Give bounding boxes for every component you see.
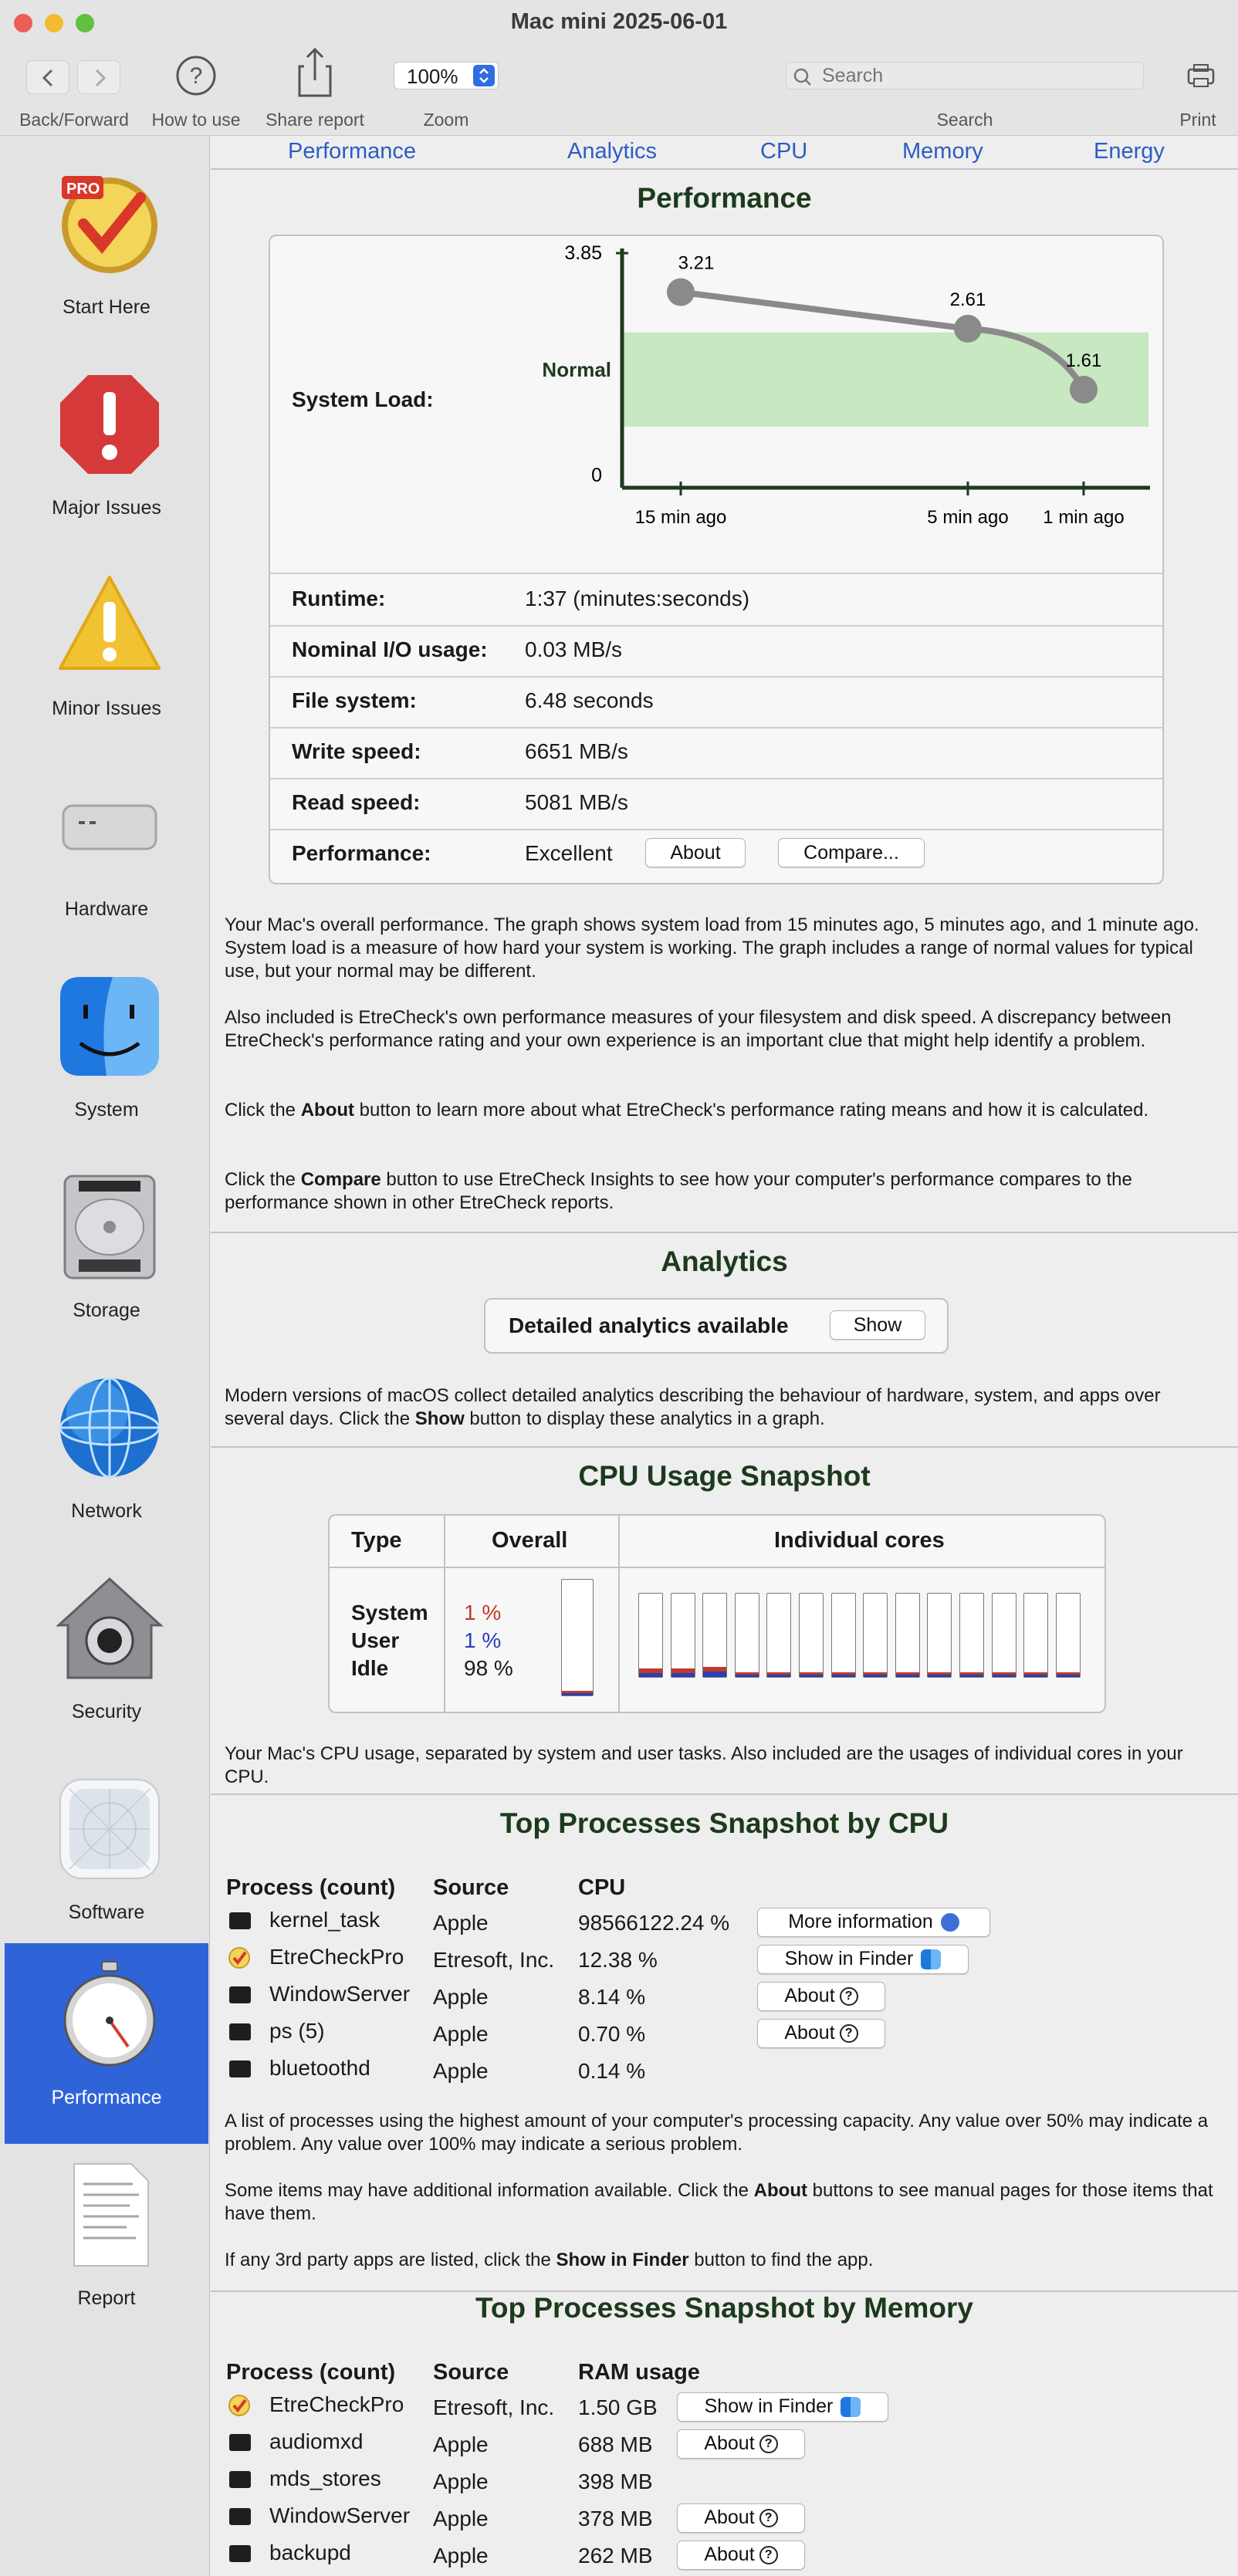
overall-usage-bar [561,1579,594,1696]
system-usage-fill [703,1667,726,1672]
process-name: backupd [269,2541,351,2564]
core-usage-bar [799,1593,824,1678]
help-icon [171,52,221,102]
terminal-icon [229,2545,251,2562]
sidebar-item-report[interactable] [5,2144,208,2344]
process-source: Apple [433,2059,489,2083]
tab-divider [211,168,1238,170]
terminal-icon [229,2471,251,2488]
metric-value: 5081 MB/s [525,790,628,814]
window-toolbar [0,0,1238,136]
process-value: 0.70 % [578,2022,646,2046]
sidebar-item-label: Hardware [64,898,149,920]
svg-text:?: ? [189,63,203,89]
core-usage-bar [927,1593,952,1678]
about-buttons-hint-text: Some items may have additional information available. Click the [225,2180,754,2201]
sidebar-item-software[interactable] [5,1758,208,1959]
load-point [667,279,695,306]
process-source: Apple [433,2544,489,2568]
share-report-label: Share report [266,110,364,130]
finder-hint-text: If any 3rd party apps are listed, click the [225,2250,556,2270]
globe-icon [56,1374,164,1482]
system-usage-fill [864,1672,887,1675]
metric-label: Performance: [292,841,431,865]
normal-range-label: Normal [542,357,611,381]
process-value: 1.50 GB [578,2395,658,2419]
about-buttons-hint-text-2: buttons to see manual pages for those items that have them. [225,2180,1213,2224]
etrecheck-icon [228,1946,251,1969]
process-name: bluetoothd [269,2056,370,2080]
process-source: Apple [433,2432,489,2456]
help-icon: ? [759,2509,778,2527]
cpu-column-header: CPU [578,1875,626,1900]
y-tick-label: 3.85 [564,242,602,264]
window-title: Mac mini 2025-06-01 [510,9,728,34]
source-column-header: Source [433,1875,509,1900]
top-memory-title: Top Processes Snapshot by Memory [475,2292,973,2324]
process-name: kernel_task [269,1908,381,1932]
load-point [954,315,982,343]
system-usage-fill [767,1672,790,1675]
search-input[interactable] [822,65,1131,86]
system-load-label: System Load: [292,387,434,411]
compare-hint [225,1168,1220,1215]
about-buttons-hint [225,2179,1220,2226]
compare-button[interactable]: Compare... [778,838,925,867]
sidebar-item-start-here[interactable] [5,153,208,353]
process-source: Apple [433,1985,489,2009]
compare-hint-bold: Compare [300,1169,381,1190]
load-point [1070,376,1098,404]
process-value: 378 MB [578,2507,653,2530]
core-usage-bar [1056,1593,1081,1678]
x-tick-label: 5 min ago [927,507,1009,528]
system-usage-fill [800,1672,823,1675]
user-usage-fill [1024,1675,1047,1677]
terminal-icon [229,1986,251,2003]
user-usage-fill [832,1675,855,1677]
button-label: About [704,2544,755,2565]
core-usage-bar [831,1593,856,1678]
cpu-user-value: 1 % [464,1628,502,1652]
share-report-button[interactable] [289,45,341,102]
button-label: About [784,2022,835,2044]
process-value: 398 MB [578,2470,653,2493]
warning-triangle-icon [56,571,164,679]
zoom-value: 100% [407,65,458,88]
system-usage-fill [896,1672,919,1675]
document-icon [56,2161,164,2269]
sidebar-item-major-issues[interactable] [5,353,208,554]
core-usage-bar [638,1593,663,1678]
analytics-available-label: Detailed analytics available [509,1313,789,1337]
process-value: 8.14 % [578,1985,646,2009]
security-house-icon [56,1574,164,1682]
metric-label: Read speed: [292,790,421,814]
process-source: Apple [433,2507,489,2530]
finder-hint [225,2249,1220,2272]
user-usage-fill [639,1673,662,1678]
finder-hint-text-2: button to find the app. [688,2250,874,2270]
system-usage-fill [832,1672,855,1675]
user-usage-fill [960,1675,983,1677]
hard-drive-icon [56,1173,164,1281]
sidebar-item-system[interactable] [5,955,208,1156]
sidebar-item-storage[interactable] [5,1156,208,1357]
cpu-idle-label: Idle [351,1656,389,1680]
system-usage-fill [639,1668,662,1673]
zoom-label: Zoom [423,110,469,130]
user-usage-fill [864,1675,887,1677]
row-divider [270,778,1162,779]
sidebar-item-label: Security [71,1701,142,1722]
terminal-icon [229,2508,251,2525]
performance-title: Performance [637,182,812,214]
user-usage-fill [993,1675,1016,1677]
process-name: mds_stores [269,2466,381,2490]
back-button[interactable] [26,60,69,94]
system-usage-fill [562,1691,593,1693]
process-source: Etresoft, Inc. [433,1948,555,1972]
system-usage-fill [671,1668,695,1673]
metric-value: 1:37 (minutes:seconds) [525,587,750,610]
sidebar-item-label: Start Here [63,296,151,318]
x-tick-label: 15 min ago [634,507,727,528]
search-icon [793,67,813,87]
more-information-button[interactable] [757,1908,990,1937]
top-cpu-description: A list of processes using the highest amount of your computer's processing capacity. Any value over 50% may indicate a problem. Any value over 100% may indicate a serious problem. [225,2111,1209,2155]
system-usage-fill [1057,1672,1080,1675]
metric-label: File system: [292,688,417,712]
about-button[interactable] [677,2541,805,2570]
app-blueprint-icon [56,1775,164,1883]
process-source: Apple [433,2022,489,2046]
cpu-system-value: 1 % [464,1601,502,1624]
help-icon: ? [840,1987,858,2006]
data-label: 3.21 [678,252,715,274]
section-divider [211,1446,1238,1448]
button-label: Show in Finder [784,1948,914,1969]
cpu-description: Your Mac's CPU usage, separated by system and user tasks. Also included are the usages of individual cores in your CPU. [225,1743,1183,1787]
button-label: More information [788,1911,933,1932]
analytics-box [484,1298,949,1354]
user-usage-fill [928,1675,951,1677]
user-usage-fill [736,1675,759,1677]
normal-range-band [624,333,1148,427]
core-usage-bar [895,1593,920,1678]
data-label: 2.61 [949,289,986,310]
row-divider [270,573,1162,574]
system-usage-fill [960,1672,983,1675]
main-content [211,136,1238,2576]
analytics-title: Analytics [661,1246,788,1277]
core-usage-bar [1023,1593,1048,1678]
button-label: About [784,1985,835,2006]
about-button[interactable] [677,2429,805,2459]
row-divider [270,829,1162,830]
process-value: 12.38 % [578,1948,658,1972]
user-usage-fill [896,1675,919,1677]
metric-value: 0.03 MB/s [525,637,623,661]
print-label: Print [1179,110,1216,130]
system-usage-fill [928,1672,951,1675]
process-name: EtreCheckPro [269,2392,404,2416]
cpu-overall-header: Overall [492,1528,568,1553]
ram-column-header: RAM usage [578,2360,700,2385]
performance-description: Your Mac's overall performance. The graph shows system load from 15 minutes ago, 5 minutes ago, and 1 minute ago. System load is a measure of how hard your system is working. The graph includes a range of normal values for typical use, but your normal may be different. [225,914,1199,982]
forward-button[interactable] [77,60,120,94]
core-usage-bar [863,1593,888,1678]
user-usage-fill [703,1672,726,1677]
process-name: EtreCheckPro [269,1945,404,1969]
process-name: ps (5) [269,2019,325,2043]
tab-performance[interactable]: Performance [288,139,417,164]
cpu-cores-header: Individual cores [774,1528,945,1553]
etrecheck-icon [228,2394,251,2417]
search-label: Search [936,110,993,130]
about-buttons-hint-bold: About [753,2180,807,2201]
cpu-table [328,1514,1106,1713]
process-value: 688 MB [578,2432,653,2456]
about-hint [225,1099,1220,1122]
info-icon [941,1913,959,1932]
back-forward-label: Back/Forward [19,110,129,130]
finder-hint-bold: Show in Finder [556,2250,689,2270]
section-divider [211,1232,1238,1233]
system-load-chart [270,236,1165,576]
stopwatch-icon [56,1960,164,2068]
metric-value: Excellent [525,841,613,865]
analytics-description-text-2: button to display these analytics in a graph. [464,1408,825,1429]
process-name: WindowServer [269,1982,411,2006]
search-field[interactable] [786,62,1144,90]
sidebar-item-performance[interactable] [5,1943,208,2144]
cpu-system-label: System [351,1601,428,1624]
tab-energy[interactable]: Energy [1094,139,1165,164]
user-usage-fill [767,1675,790,1677]
y-tick-label: 0 [591,465,602,486]
process-column-header: Process (count) [226,2360,396,2385]
tab-cpu[interactable]: CPU [760,139,808,164]
pro-badge: PRO [66,181,100,198]
core-usage-bar [702,1593,727,1678]
tab-analytics[interactable]: Analytics [567,139,658,164]
tab-memory[interactable]: Memory [902,139,983,164]
about-hint-bold: About [300,1100,355,1121]
finder-icon [841,2397,861,2417]
system-usage-fill [1024,1672,1047,1675]
row-divider [270,676,1162,678]
process-name: audiomxd [269,2429,364,2453]
process-source: Apple [433,2470,489,2493]
about-button[interactable] [757,1982,885,2011]
button-label: About [704,2507,755,2528]
show-in-finder-button[interactable] [677,2392,888,2422]
header-divider [330,1567,1104,1568]
sidebar-item-label: Storage [73,1300,140,1321]
cpu-user-label: User [351,1628,400,1652]
x-tick-label: 1 min ago [1043,507,1125,528]
system-usage-fill [736,1672,759,1675]
sidebar-item-label: Major Issues [52,497,161,519]
column-divider [444,1516,445,1713]
process-value: 0.14 % [578,2059,646,2083]
terminal-icon [229,1912,251,1929]
metric-value: 6651 MB/s [525,739,628,763]
metric-value: 6.48 seconds [525,688,654,712]
process-column-header: Process (count) [226,1875,396,1900]
sidebar-item-label: Minor Issues [52,698,161,719]
show-analytics-button[interactable]: Show [830,1310,925,1340]
finder-icon [921,1949,941,1969]
about-hint-text: Click the [225,1100,301,1121]
top-cpu-title: Top Processes Snapshot by CPU [499,1807,949,1839]
zoom-select[interactable] [394,62,499,90]
metric-label: Write speed: [292,739,421,763]
sidebar-item-label: Report [77,2287,136,2309]
performance-description-2: Also included is EtreCheck's own performance measures of your filesystem and disk speed. A discrepancy between EtreCheck's performance rating and your own experience is an important clue that might help identify a problem. [225,1007,1172,1051]
about-button[interactable] [677,2503,805,2533]
terminal-icon [229,2023,251,2040]
performance-box [269,235,1164,884]
help-icon: ? [759,2435,778,2453]
button-label: About [704,2432,755,2454]
core-usage-bar [959,1593,984,1678]
process-value: 98566122.24 % [578,1911,730,1935]
compare-hint-text-2: button to use EtreCheck Insights to see how your computer's performance compares to the performance shown in other EtreCheck reports. [225,1169,1132,1213]
sidebar-item-label: Network [71,1500,142,1522]
mac-mini-icon [56,772,164,880]
analytics-description [225,1384,1220,1431]
stop-sign-icon [56,370,164,478]
process-source: Etresoft, Inc. [433,2395,555,2419]
metric-label: Nominal I/O usage: [292,637,488,661]
how-to-use-button[interactable] [171,52,221,102]
data-label: 1.61 [1065,350,1102,371]
how-to-use-label: How to use [151,110,241,130]
help-icon: ? [840,2024,858,2043]
sidebar-item-label: System [74,1099,139,1121]
stepper-icon [473,65,495,86]
process-value: 262 MB [578,2544,653,2568]
sidebar-item-minor-issues[interactable] [5,554,208,755]
analytics-description-text: Modern versions of macOS collect detailed analytics describing the behaviour of hardware, system, and apps over several days. Click the [225,1385,1161,1429]
sidebar-item-label: Performance [51,2087,162,2108]
core-usage-bar [671,1593,695,1678]
analytics-description-bold: Show [414,1408,465,1429]
sidebar-item-security[interactable] [5,1557,208,1758]
system-usage-fill [993,1672,1016,1675]
metric-label: Runtime: [292,587,386,610]
share-icon [289,45,341,102]
process-name: WindowServer [269,2503,411,2527]
chevron-right-icon [78,61,121,95]
printer-icon [1184,60,1218,91]
core-usage-bar [735,1593,759,1678]
user-usage-fill [800,1675,823,1677]
process-source: Apple [433,1911,489,1935]
source-column-header: Source [433,2360,509,2385]
row-divider [270,625,1162,627]
compare-hint-text: Click the [225,1169,301,1190]
help-icon: ? [759,2546,778,2564]
about-button[interactable] [757,2019,885,2048]
core-usage-bar [766,1593,791,1678]
finder-icon [56,972,164,1080]
print-button[interactable] [1184,60,1218,91]
user-usage-fill [671,1673,695,1678]
sidebar [0,136,210,2576]
cpu-idle-value: 98 % [464,1656,513,1680]
column-divider [618,1516,620,1713]
row-divider [270,727,1162,729]
terminal-icon [229,2434,251,2451]
button-label: Show in Finder [704,2395,834,2417]
about-hint-text-2: button to learn more about what EtreCheck's performance rating means and how it is calculated. [354,1100,1149,1121]
core-usage-bar [992,1593,1016,1678]
terminal-icon [229,2060,251,2077]
user-usage-fill [1057,1675,1080,1677]
cpu-title: CPU Usage Snapshot [578,1460,871,1492]
section-divider [211,1793,1238,1795]
sidebar-item-label: Software [68,1902,145,1923]
user-usage-fill [562,1693,593,1695]
show-in-finder-button[interactable] [757,1945,969,1974]
sidebar-item-network[interactable] [5,1357,208,1557]
sidebar-item-hardware[interactable] [5,755,208,955]
cpu-type-header: Type [351,1528,402,1553]
chevron-left-icon [27,61,70,95]
about-button[interactable]: About [645,838,746,867]
